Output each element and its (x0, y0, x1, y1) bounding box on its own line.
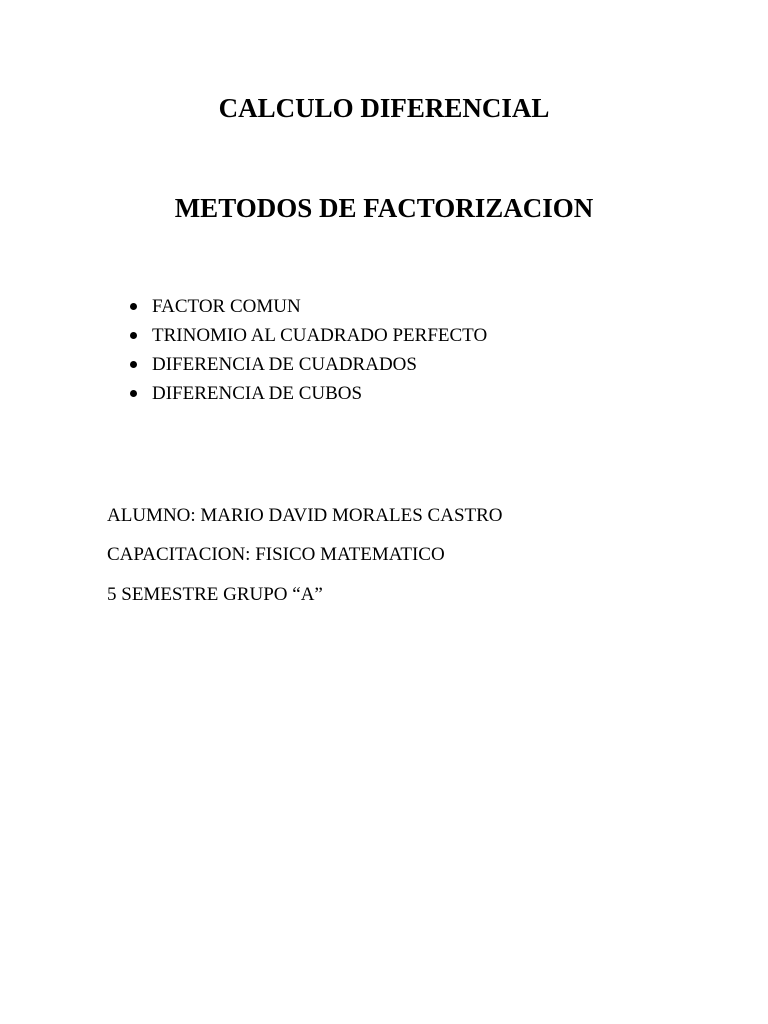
document-subtitle: METODOS DE FACTORIZACION (174, 193, 594, 223)
method-label: DIFERENCIA DE CUADRADOS (152, 354, 417, 375)
group-info: 5 SEMESTRE GRUPO “A” (107, 584, 323, 605)
bullet-icon (130, 390, 137, 397)
bullet-icon (130, 332, 137, 339)
bullet-icon (130, 303, 137, 310)
document-title: CALCULO DIFERENCIAL (218, 93, 550, 123)
student-name: ALUMNO: MARIO DAVID MORALES CASTRO (107, 505, 503, 526)
method-label: DIFERENCIA DE CUBOS (152, 383, 363, 404)
method-label: FACTOR COMUN (152, 296, 301, 317)
training-field: CAPACITACION: FISICO MATEMATICO (107, 544, 445, 565)
method-label: TRINOMIO AL CUADRADO PERFECTO (152, 325, 488, 346)
bullet-icon (130, 361, 137, 368)
